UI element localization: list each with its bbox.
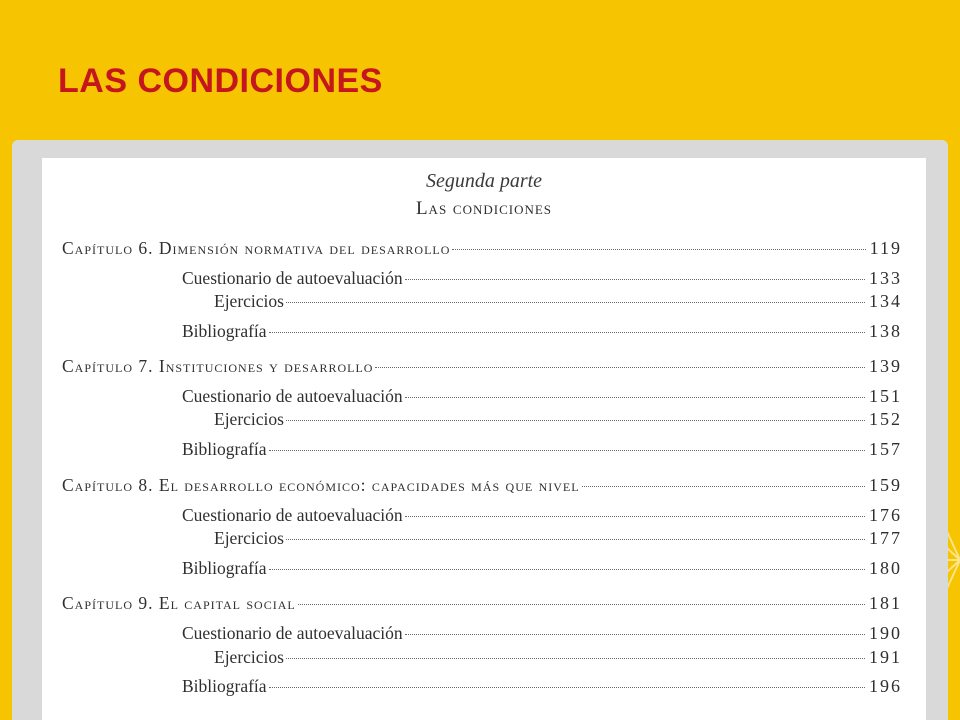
- toc-page-number: 177: [869, 528, 902, 548]
- toc-entry: [182, 386, 902, 407]
- toc-page-number: 134: [869, 291, 902, 311]
- toc-chapter-title: Capítulo 6. Dimensión normativa del desarrollo: [62, 238, 451, 258]
- toc-chapter-9: [62, 593, 902, 614]
- dot-leader: [405, 397, 865, 398]
- toc-page-number: 190: [869, 623, 902, 643]
- dot-leader: [269, 569, 865, 570]
- toc-page-number: 138: [869, 321, 902, 341]
- dot-leader: [452, 249, 865, 250]
- toc-page-number: 151: [869, 386, 902, 406]
- toc-page-number: 139: [869, 356, 902, 376]
- dot-leader: [405, 634, 865, 635]
- toc-entry-title: Bibliografía: [182, 439, 267, 459]
- dot-leader: [269, 450, 865, 451]
- toc-entry-title: Bibliografía: [182, 321, 267, 341]
- dot-leader: [582, 486, 865, 487]
- part-subtitle: Las condiciones: [415, 198, 553, 219]
- toc-entry-title: Bibliografía: [182, 676, 267, 696]
- toc-entry-title: Cuestionario de autoevaluación: [182, 386, 403, 406]
- toc-entry: [182, 439, 902, 460]
- toc-chapter-title: Capítulo 8. El desarrollo económico: capacidades más que nivel: [62, 475, 580, 495]
- toc-page-number: 176: [869, 505, 902, 525]
- toc-page-number: 133: [869, 268, 902, 288]
- toc-entry-title: Cuestionario de autoevaluación: [182, 623, 403, 643]
- dot-leader: [269, 332, 865, 333]
- toc-entry-title: Ejercicios: [214, 528, 284, 548]
- toc-entry-title: Ejercicios: [214, 647, 284, 667]
- dot-leader: [298, 604, 865, 605]
- toc-chapter-8: [62, 475, 902, 496]
- dot-leader: [405, 516, 865, 517]
- book-page: [42, 158, 926, 720]
- dot-leader: [286, 420, 865, 421]
- dot-leader: [269, 687, 865, 688]
- toc-entry-title: Ejercicios: [214, 409, 284, 429]
- dot-leader: [375, 367, 865, 368]
- toc-chapter-6: [62, 238, 902, 259]
- part-title: Segunda parte: [425, 170, 543, 192]
- dot-leader: [286, 539, 865, 540]
- toc-entry: [214, 409, 902, 430]
- toc-chapter-7: [62, 356, 902, 377]
- toc-entry-title: Ejercicios: [214, 291, 284, 311]
- toc-entry: [182, 676, 902, 697]
- dot-leader: [286, 658, 865, 659]
- toc-page-number: 180: [869, 558, 902, 578]
- toc-chapter-title: Capítulo 9. El capital social: [62, 593, 296, 613]
- toc-page-number: 159: [869, 475, 902, 495]
- toc-page-number: 119: [869, 238, 902, 258]
- toc-page-number: 152: [869, 409, 902, 429]
- toc-entry: [214, 528, 902, 549]
- toc-page-number: 157: [869, 439, 902, 459]
- toc-page-number: 196: [869, 676, 902, 696]
- toc-entry-title: Cuestionario de autoevaluación: [182, 268, 403, 288]
- toc-entry: [214, 647, 902, 668]
- toc-page-number: 181: [869, 593, 902, 613]
- toc-entry: [182, 558, 902, 579]
- toc-entry: [182, 268, 902, 289]
- toc-entry: [182, 505, 902, 526]
- toc-page-number: 191: [869, 647, 902, 667]
- slide-title: LAS CONDICIONES: [58, 62, 383, 100]
- toc-entry: [182, 623, 902, 644]
- toc-entry: [182, 321, 902, 342]
- toc-chapter-title: Capítulo 7. Instituciones y desarrollo: [62, 356, 374, 376]
- toc-entry: [214, 291, 902, 312]
- toc-entry-title: Cuestionario de autoevaluación: [182, 505, 403, 525]
- dot-leader: [286, 302, 865, 303]
- toc-entry-title: Bibliografía: [182, 558, 267, 578]
- dot-leader: [405, 279, 865, 280]
